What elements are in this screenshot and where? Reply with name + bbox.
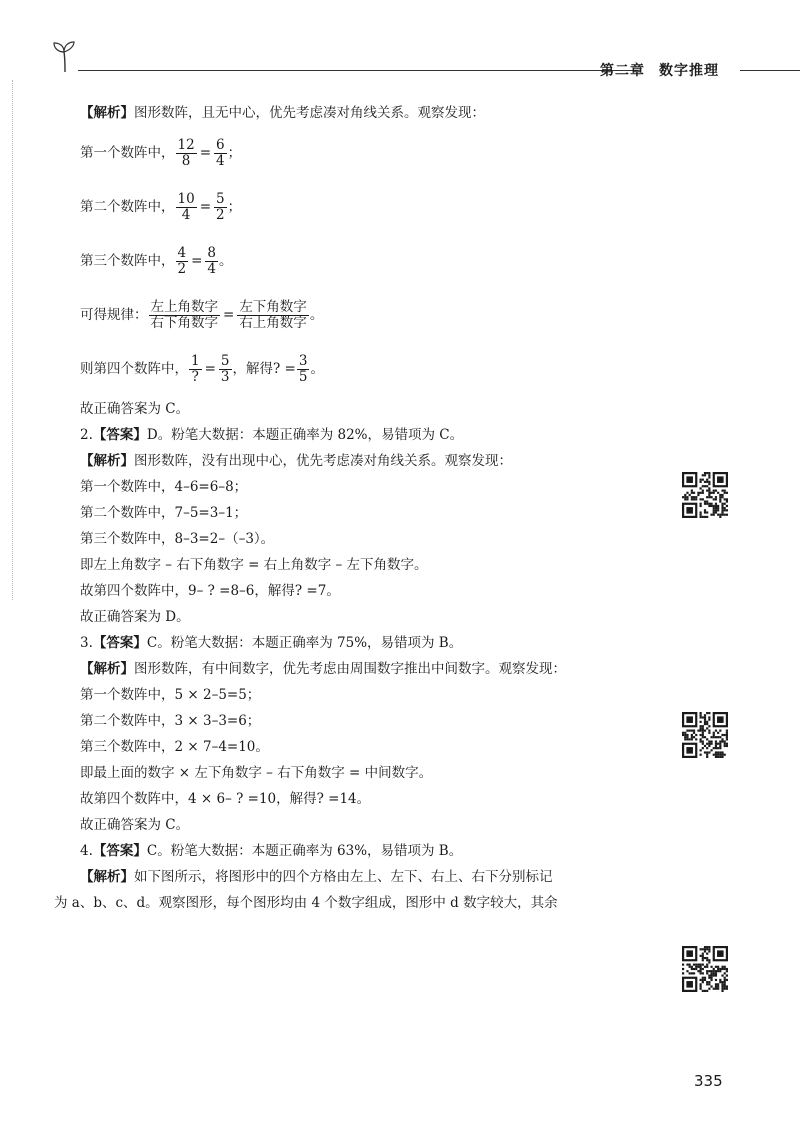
q2-answer-line — [80, 422, 660, 448]
numerator: 左下角数字 — [239, 299, 307, 316]
denominator: 右下角数字 — [150, 315, 218, 331]
numerator: 1 — [191, 353, 200, 370]
chapter-title: 数字推理 — [659, 63, 719, 79]
fraction — [205, 246, 218, 277]
denominator: 4 — [216, 153, 225, 169]
qr-code-q4[interactable] — [682, 946, 728, 992]
qr-code-q3[interactable] — [682, 712, 728, 758]
numerator: 6 — [216, 137, 225, 154]
denominator: 3 — [220, 369, 230, 385]
analysis-text: 图形数阵，没有出现中心，优先考虑凑对角线关系。观察发现： — [134, 453, 512, 469]
analysis-text: 如下图所示，将图形中的四个方格由左上、左下、右上、右下分别标记 — [134, 869, 553, 885]
q3-answer-line — [80, 630, 660, 656]
fraction — [214, 138, 227, 169]
equals-sign: = — [204, 361, 216, 377]
numerator: 3 — [298, 353, 308, 370]
line-label: 第二个数阵中， — [80, 199, 175, 215]
q4-answer-line — [80, 838, 660, 864]
denominator: 2 — [216, 207, 225, 223]
denominator: 右上角数字 — [239, 315, 307, 331]
denominator: 4 — [181, 207, 191, 223]
q3-step: 第三个数阵中，2 × 7–4=10。 — [80, 739, 269, 755]
question-number: 3. — [80, 635, 93, 651]
equals-sign: = — [223, 307, 235, 323]
denominator: 2 — [177, 261, 187, 277]
solve-text: ，解得? = — [232, 361, 296, 377]
solutions-body — [54, 100, 660, 916]
analysis-text: 图形数阵，且无中心，优先考虑凑对角线关系。观察发现： — [134, 105, 485, 121]
fraction — [176, 246, 189, 277]
fraction — [297, 354, 310, 385]
q2-step: 即左上角数字 – 右下角数字 = 右上角数字 – 左下角数字。 — [80, 557, 428, 573]
punctuation: 。 — [309, 307, 324, 323]
line-label: 可得规律： — [80, 307, 148, 323]
punctuation: ； — [227, 145, 242, 161]
fraction — [176, 192, 197, 223]
analysis-text: 图形数阵，有中间数字，优先考虑由周围数字推出中间数字。观察发现： — [134, 661, 566, 677]
q3-step: 故第四个数阵中，4 × 6– ? =10，解得? =14。 — [80, 791, 371, 807]
analysis-tag: 【解析】 — [80, 105, 134, 121]
q4-analysis-line — [80, 864, 660, 890]
rule-line — [80, 288, 660, 342]
fraction-line-3 — [80, 234, 660, 288]
sprout-icon — [52, 40, 86, 74]
header-rule-right — [740, 70, 800, 71]
q4-continuation-line: 为 a、b、c、d。观察图形，每个图形均由 4 个数字组成，图形中 d 数字较大，其余 — [54, 895, 558, 911]
header-rule-left — [78, 70, 638, 71]
q2-step: 第一个数阵中，4–6=6–8； — [80, 479, 248, 495]
fraction — [176, 138, 197, 169]
punctuation: 。 — [310, 361, 324, 377]
denominator: 4 — [207, 261, 216, 277]
q3-step: 第一个数阵中，5 × 2–5=5； — [80, 687, 261, 703]
question-number: 2. — [80, 427, 93, 443]
line-label: 则第四个数阵中， — [80, 361, 188, 377]
fraction — [237, 300, 309, 331]
fraction — [219, 354, 232, 385]
q2-step: 故正确答案为 D。 — [80, 609, 190, 625]
fraction — [149, 300, 221, 331]
equals-sign: = — [191, 253, 203, 269]
numerator: 8 — [207, 245, 216, 262]
q2-step: 故第四个数阵中，9– ? =8–6，解得? =7。 — [80, 583, 340, 599]
denominator: 5 — [298, 369, 308, 385]
numerator: 12 — [177, 137, 195, 154]
answer-text: C。粉笔大数据：本题正确率为 63%，易错项为 B。 — [146, 843, 463, 859]
denominator: 8 — [181, 153, 191, 169]
analysis-line — [80, 100, 660, 126]
analysis-tag: 【解析】 — [80, 453, 134, 469]
fraction — [214, 192, 227, 223]
answer-tag: 【答案】 — [92, 843, 147, 859]
binding-margin-dots — [12, 80, 13, 600]
qr-code-q2[interactable] — [682, 472, 728, 518]
answer-text: C。粉笔大数据：本题正确率为 75%，易错项为 B。 — [146, 635, 463, 651]
page-header — [52, 40, 800, 80]
fraction-line-2 — [80, 180, 660, 234]
question-number: 4. — [80, 843, 93, 859]
chapter-heading — [600, 60, 733, 80]
answer-tag: 【答案】 — [92, 635, 147, 651]
analysis-tag: 【解析】 — [80, 661, 134, 677]
numerator: 左上角数字 — [150, 299, 218, 316]
line-label: 第一个数阵中， — [80, 145, 175, 161]
q3-step: 第二个数阵中，3 × 3–3=6； — [80, 713, 261, 729]
answer-text: D。粉笔大数据：本题正确率为 82%，易错项为 C。 — [146, 427, 464, 443]
q2-analysis-line — [80, 448, 660, 474]
q3-step: 即最上面的数字 × 左下角数字 – 右下角数字 = 中间数字。 — [80, 765, 433, 781]
q2-step: 第三个数阵中，8–3=2–（–3）。 — [80, 531, 275, 547]
punctuation: ； — [227, 199, 242, 215]
q3-analysis-line — [80, 656, 660, 682]
fraction-line-1 — [80, 126, 660, 180]
fourth-matrix-line — [80, 342, 660, 396]
page-number: 335 — [694, 1072, 723, 1090]
numerator: 5 — [216, 191, 225, 208]
answer-tag: 【答案】 — [92, 427, 147, 443]
chapter-number: 第二章 — [600, 63, 645, 79]
conclusion-line: 故正确答案为 C。 — [80, 401, 190, 417]
q2-step: 第二个数阵中，7–5=3–1； — [80, 505, 248, 521]
line-label: 第三个数阵中， — [80, 253, 175, 269]
punctuation: 。 — [219, 253, 233, 269]
numerator: 5 — [220, 353, 230, 370]
numerator: 4 — [177, 245, 187, 262]
equals-sign: = — [199, 145, 211, 161]
q3-step: 故正确答案为 C。 — [80, 817, 190, 833]
numerator: 10 — [177, 191, 195, 208]
equals-sign: = — [199, 199, 211, 215]
analysis-tag: 【解析】 — [80, 869, 134, 885]
denominator: ? — [191, 369, 199, 385]
fraction — [189, 354, 202, 385]
